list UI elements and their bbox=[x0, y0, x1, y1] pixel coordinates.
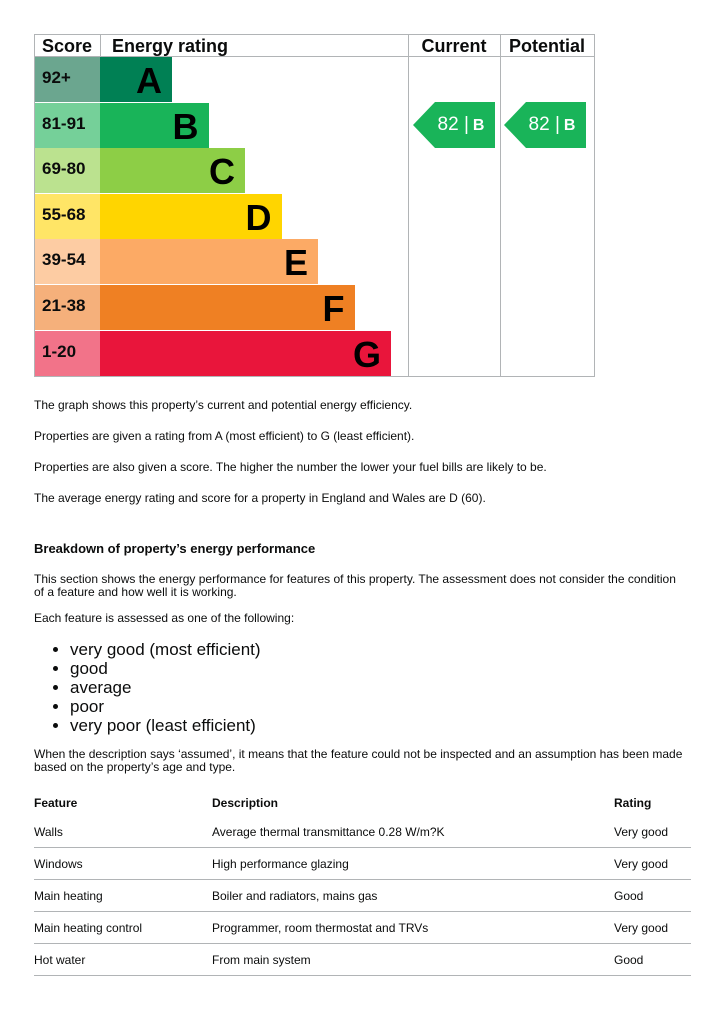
intro-paragraph: The average energy rating and score for a property in England and Wales are D (60). bbox=[34, 491, 486, 505]
assumed-note: When the description says ‘assumed’, it means that the feature could not be inspected and an assumption has been made based on the property’s age and type. bbox=[34, 747, 683, 774]
description-cell: Boiler and radiators, mains gas bbox=[212, 880, 614, 912]
feature-cell: Main heating control bbox=[34, 912, 212, 944]
rating-cell: Good bbox=[614, 880, 691, 912]
column-header-rating: Rating bbox=[614, 796, 652, 810]
energy-rating-chart bbox=[34, 34, 595, 377]
band-score-a: 92+ bbox=[35, 57, 100, 102]
intro-paragraph: The graph shows this property’s current and potential energy efficiency. bbox=[34, 398, 413, 412]
band-score-c: 69-80 bbox=[35, 148, 100, 193]
intro-paragraph: Properties are given a rating from A (most efficient) to G (least efficient). bbox=[34, 429, 415, 443]
divider bbox=[408, 35, 409, 376]
description-cell: Average thermal transmittance 0.28 W/m?K bbox=[212, 816, 614, 848]
feature-cell: Hot water bbox=[34, 944, 212, 976]
table-row bbox=[34, 880, 691, 912]
potential-score: 82 bbox=[528, 114, 550, 135]
header-current: Current bbox=[408, 35, 500, 57]
intro-paragraph: Properties are also given a score. The higher the number the lower your fuel bills are likely to be. bbox=[34, 460, 547, 474]
band-score-g: 1-20 bbox=[35, 331, 100, 376]
breakdown-description: This section shows the energy performance for features of this property. The assessment does not consider the condition of a feature and how well it is working. bbox=[34, 572, 676, 599]
list-item: • very good (most efficient) bbox=[70, 640, 261, 659]
feature-cell: Windows bbox=[34, 848, 212, 880]
list-item: • average bbox=[70, 678, 261, 697]
header-potential: Potential bbox=[500, 35, 594, 57]
feature-cell: Walls bbox=[34, 816, 212, 848]
band-bar-d: D bbox=[100, 194, 282, 239]
description-cell: Programmer, room thermostat and TRVs bbox=[212, 912, 614, 944]
header-score: Score bbox=[35, 35, 100, 57]
potential-separator: | bbox=[554, 114, 560, 135]
header-energy-rating: Energy rating bbox=[100, 35, 408, 57]
current-letter: B bbox=[472, 117, 485, 134]
description-cell: From main system bbox=[212, 944, 614, 976]
rating-cell: Very good bbox=[614, 912, 691, 944]
breakdown-heading: Breakdown of property’s energy performance bbox=[34, 541, 316, 556]
band-bar-g: G bbox=[100, 331, 391, 376]
list-item: • poor bbox=[70, 697, 261, 716]
band-bar-c: C bbox=[100, 148, 245, 193]
divider bbox=[100, 35, 101, 57]
table-row bbox=[34, 912, 691, 944]
rating-cell: Very good bbox=[614, 816, 691, 848]
description-cell: High performance glazing bbox=[212, 848, 614, 880]
rating-cell: Good bbox=[614, 944, 691, 976]
column-header-description: Description bbox=[212, 796, 279, 810]
current-separator: | bbox=[463, 114, 469, 135]
divider bbox=[500, 35, 501, 376]
table-row bbox=[34, 944, 691, 976]
band-score-b: 81-91 bbox=[35, 103, 100, 148]
potential-rating-arrow bbox=[504, 102, 586, 148]
band-bar-e: E bbox=[100, 239, 318, 284]
table-row bbox=[34, 848, 691, 880]
band-score-d: 55-68 bbox=[35, 194, 100, 239]
band-bar-a: A bbox=[100, 57, 172, 102]
band-bar-f: F bbox=[100, 285, 355, 330]
table-header-row bbox=[34, 790, 691, 816]
feature-cell: Main heating bbox=[34, 880, 212, 912]
band-bar-b: B bbox=[100, 103, 209, 148]
current-rating-arrow bbox=[413, 102, 495, 148]
list-item: • very poor (least efficient) bbox=[70, 716, 261, 735]
band-score-f: 21-38 bbox=[35, 285, 100, 330]
features-table bbox=[34, 790, 691, 976]
column-header-feature: Feature bbox=[34, 796, 78, 810]
assessed-intro: Each feature is assessed as one of the following: bbox=[34, 611, 295, 625]
table-row bbox=[34, 816, 691, 848]
band-score-e: 39-54 bbox=[35, 239, 100, 284]
potential-letter: B bbox=[563, 117, 576, 134]
current-score: 82 bbox=[437, 114, 459, 135]
rating-cell: Very good bbox=[614, 848, 691, 880]
assessment-levels-list bbox=[34, 640, 261, 735]
list-item: • good bbox=[70, 659, 261, 678]
